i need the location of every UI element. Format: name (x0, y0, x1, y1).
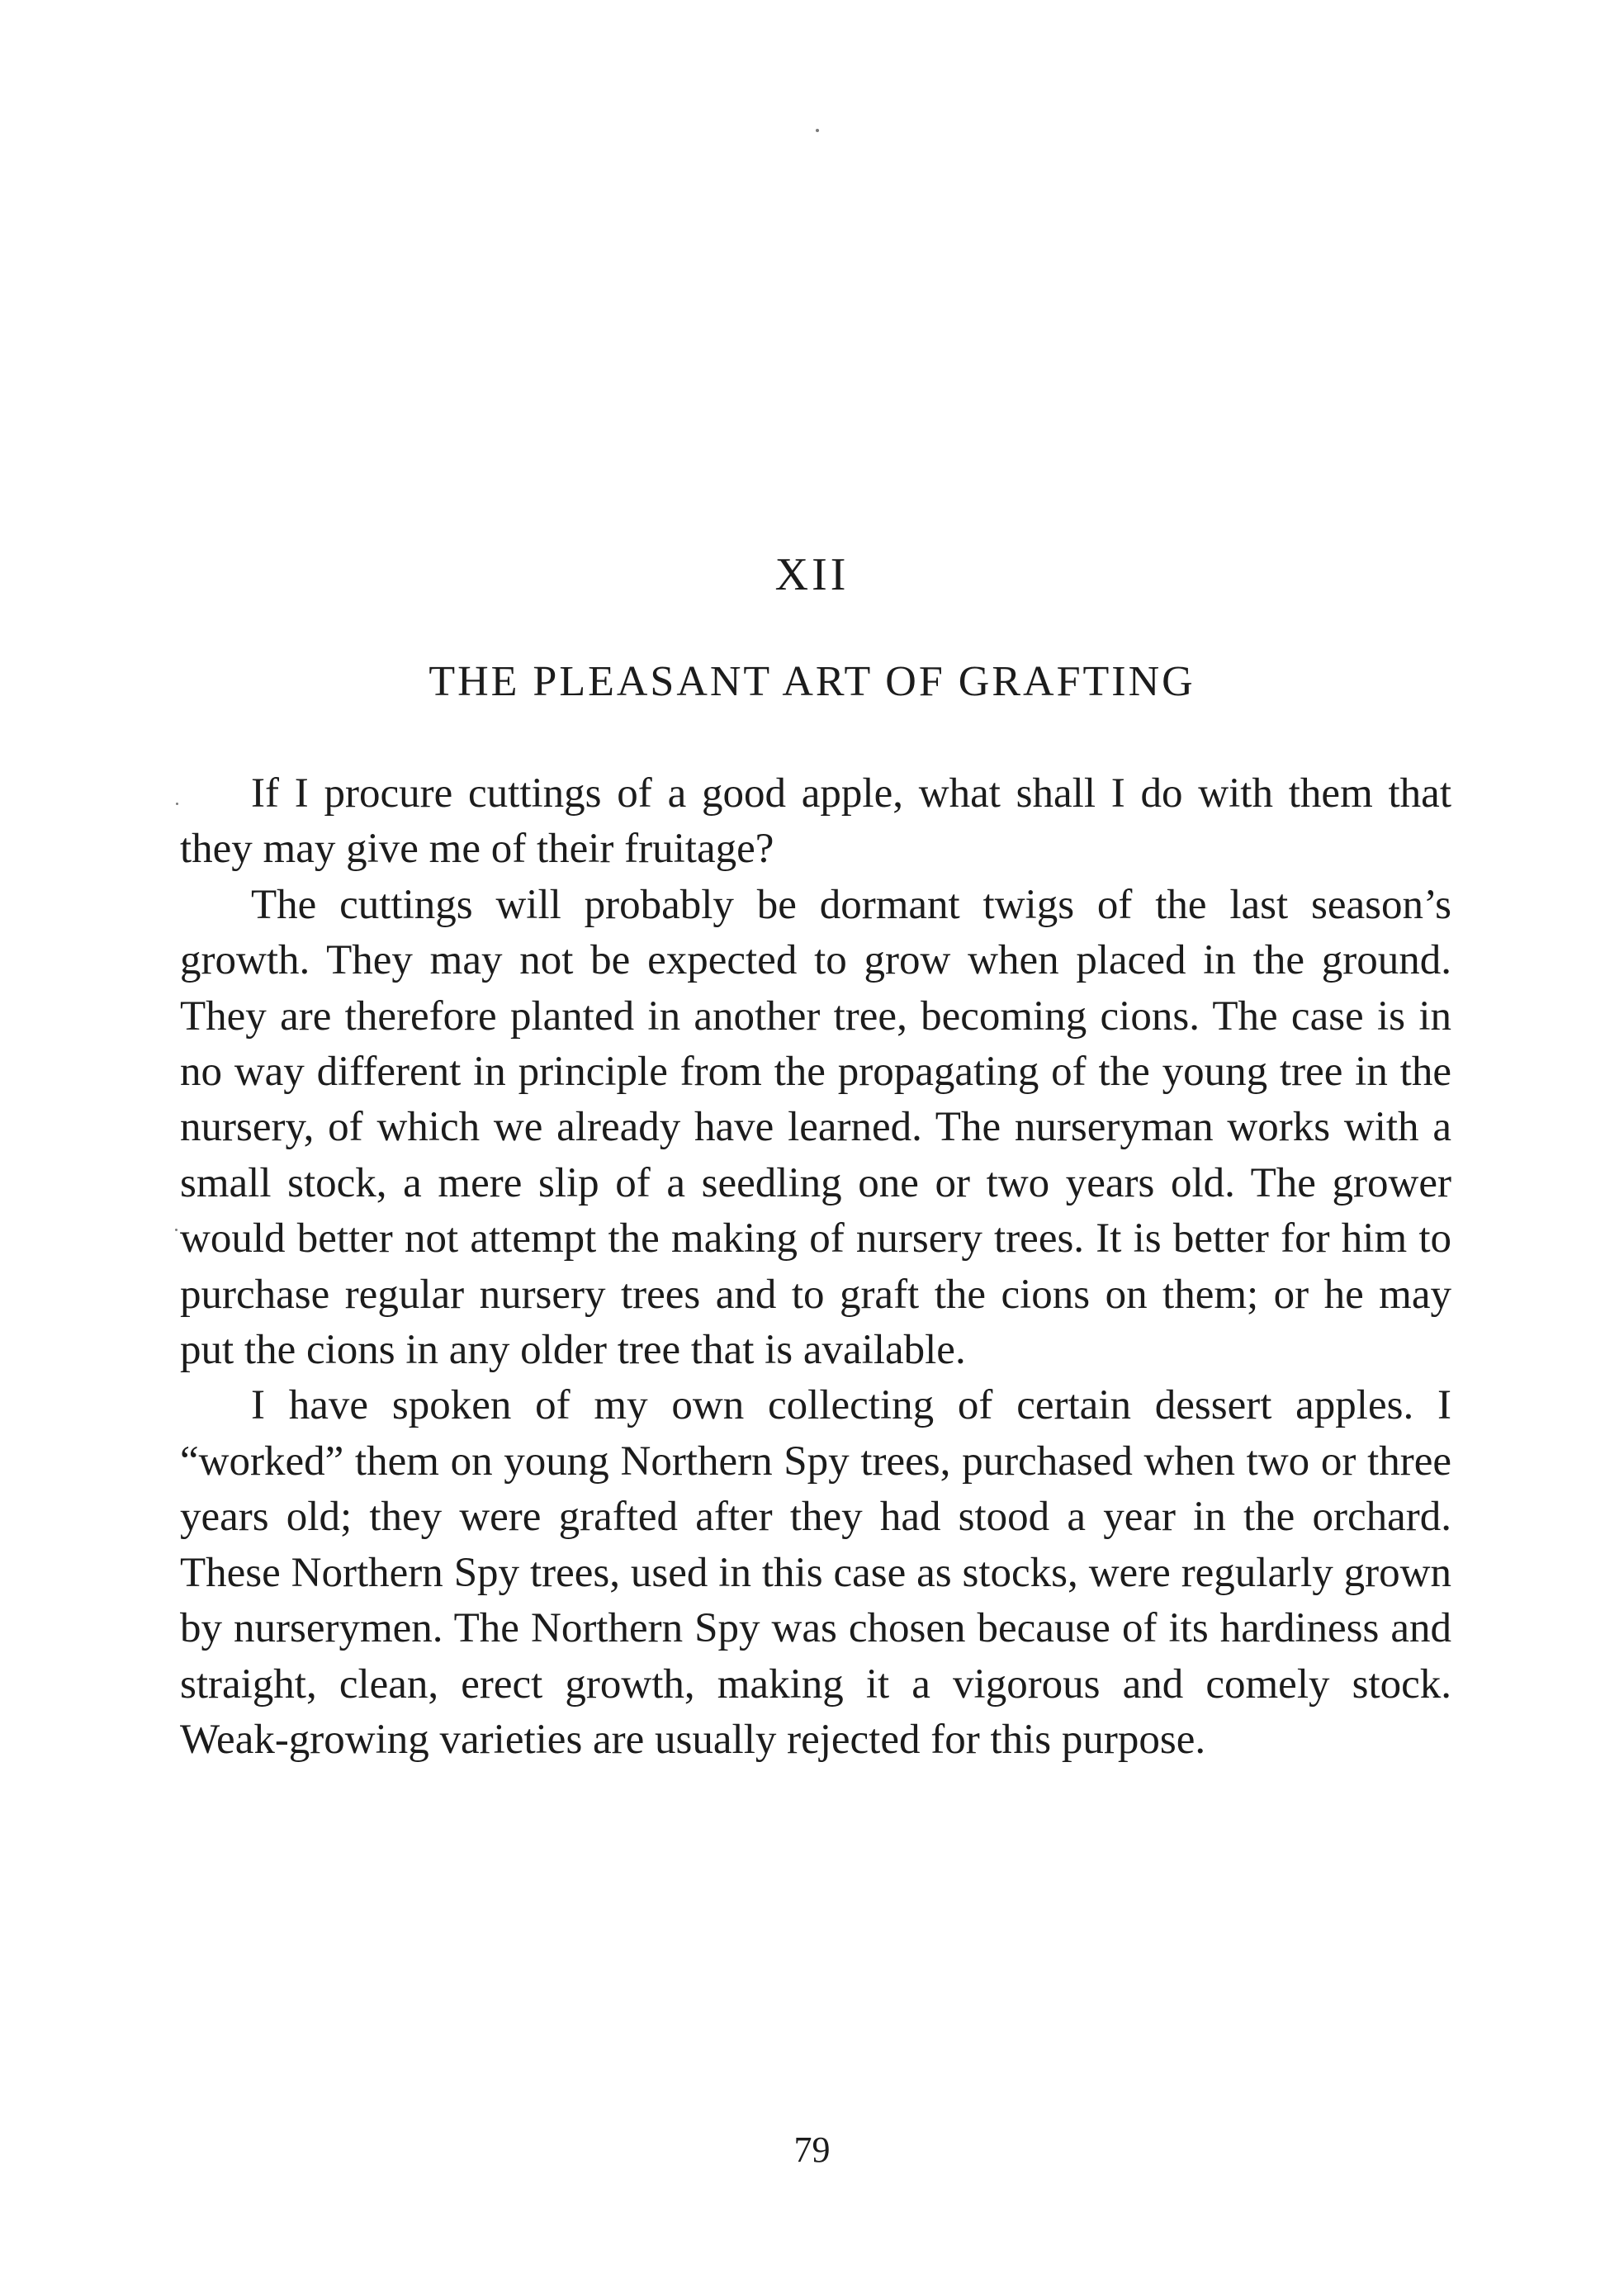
body-text (180, 766, 1451, 1768)
paragraph: The cuttings will probably be dormant twigs of the last season’s growth. They may not be expected to grow when placed in the ground. They are therefore planted in another tree, becoming cions. The case is in no way different in principle from the propagating of the young tree in the nursery, of which we already have learned. The nurseryman works with a small stock, a mere slip of a seedling one or two years old. The grower would better not attempt the making of nursery trees. It is better for him to purchase regular nursery trees and to graft the cions on them; or he may put the cions in any older tree that is available. (180, 881, 1451, 1374)
page-number: 79 (793, 2129, 831, 2170)
paragraph: I have spoken of my own collecting of certain dessert apples. I “worked” them on young Northern Spy trees, purchased when two or three years old; they were grafted after they had stood a year in the orchard. These Northern Spy trees, used in this case as stocks, were regularly grown by nurserymen. The Northern Spy was chosen because of its hardiness and straight, clean, erect growth, making it a vigorous and comely stock. Weak-growing varieties are usually rejected for this purpose. (180, 1382, 1451, 1763)
chapter-number: XII (774, 549, 850, 600)
ink-speck (816, 129, 819, 132)
chapter-title: THE PLEASANT ART OF GRAFTING (428, 658, 1196, 705)
ink-speck (176, 803, 178, 805)
paragraph: If I procure cuttings of a good apple, what shall I do with them that they may give me of their fruitage? (180, 770, 1451, 873)
ink-speck (175, 1229, 178, 1231)
